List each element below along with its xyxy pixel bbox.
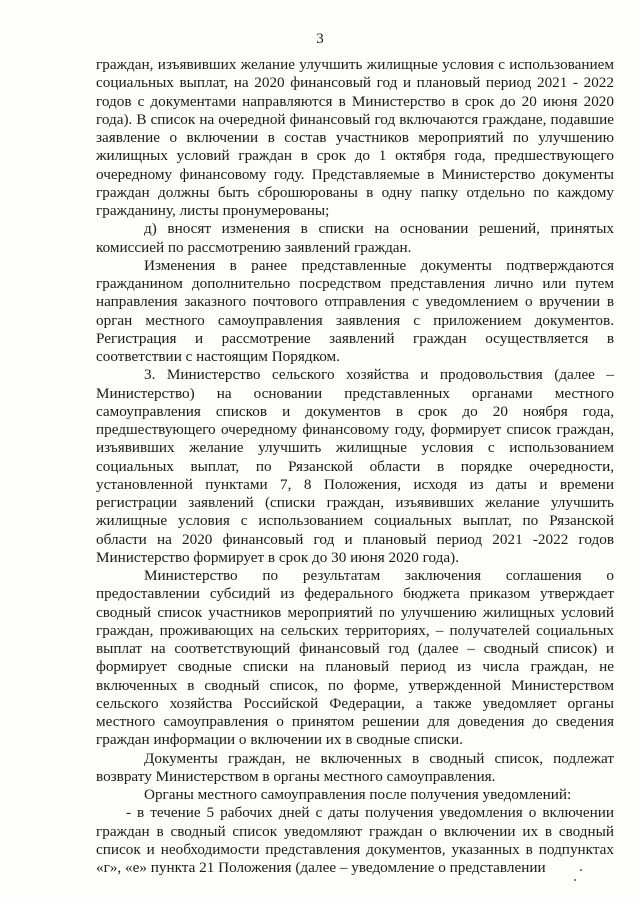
scan-speck xyxy=(580,869,582,871)
paragraph-ministry-results: Министерство по результатам заключения соглашения о предоставлении субсидий из федерального бюджета приказом утверждает сводный список участников мероприятий по улучшению жилищных условий граждан, проживающих на сельских территориях, – получателей социальных выплат на соответствующий финансовый год (далее – сводный список) и формирует сводные списки на плановый период из числа граждан, не включенных в сводный список, по форме, утвержденной Министерством сельского хозяйства Российской Федерации, а также уведомляет органы местного самоуправления о принятом решении для доведения до сведения граждан информации о включении их в сводные списки. xyxy=(96,567,614,749)
paragraph-item-d: д) вносят изменения в списки на основании решений, принятых комиссией по рассмотрению заявлений граждан. xyxy=(96,220,614,256)
paragraph-five-days: - в течение 5 рабочих дней с даты получения уведомления о включении граждан в сводный список уведомляют граждан о включении их в сводный список и необходимости представления документов, указанных в подпунктах «г», «е» пункта 21 Положения (далее – уведомление о представлении xyxy=(96,804,614,876)
paragraph-clause-3: 3. Министерство сельского хозяйства и продовольствия (далее – Министерство) на основании представленных органами местного самоуправления списков и документов в срок до 20 ноября года, предшествующего очередному финансовому году, формирует список граждан, изъявивших желание улучшить жилищные условия с использованием социальных выплат, по Рязанской области в порядке очередности, установленной пунктами 7, 8 Положения, исходя из даты и времени регистрации заявлений (списки граждан, изъявивших желание улучшить жилищные условия с использованием социальных выплат, по Рязанской области на 2020 финансовый год и плановый период 2021 -2022 годов Министерство формирует в срок до 30 июня 2020 года). xyxy=(96,366,614,566)
paragraph-changes: Изменения в ранее представленные документы подтверждаются гражданином дополнительно посредством представления лично или путем направления заказного почтового отправления с уведомлением о вручении в орган местного самоуправления заявления с приложением документов. Регистрация и рассмотрение заявлений граждан осуществляется в соответствии с настоящим Порядком. xyxy=(96,256,614,365)
scan-specks xyxy=(568,867,588,891)
paragraph-continuation: граждан, изъявивших желание улучшить жилищные условия с использованием социальных выплат, на 2020 финансовый год и плановый период 2021 - 2022 годов с документами направляются в Министерство в срок до 20 июня 2020 года). В список на очередной финансовый год включаются граждане, подавшие заявление о включении в состав участников мероприятий по улучшению жилищных условий граждан в срок до 1 октября года, предшествующего очередному финансовому году. Представляемые в Министерство документы граждан должны быть сброшюрованы в одну папку отдельно по каждому гражданину, листы пронумерованы; xyxy=(96,56,614,219)
scan-speck xyxy=(574,879,576,881)
document-body xyxy=(96,56,614,877)
paragraph-documents-return: Документы граждан, не включенных в сводный список, подлежат возврату Министерством в органы местного самоуправления. xyxy=(96,749,614,785)
page-number: 3 xyxy=(316,31,324,47)
paragraph-local-authorities: Органы местного самоуправления после получения уведомлений: xyxy=(144,786,572,803)
